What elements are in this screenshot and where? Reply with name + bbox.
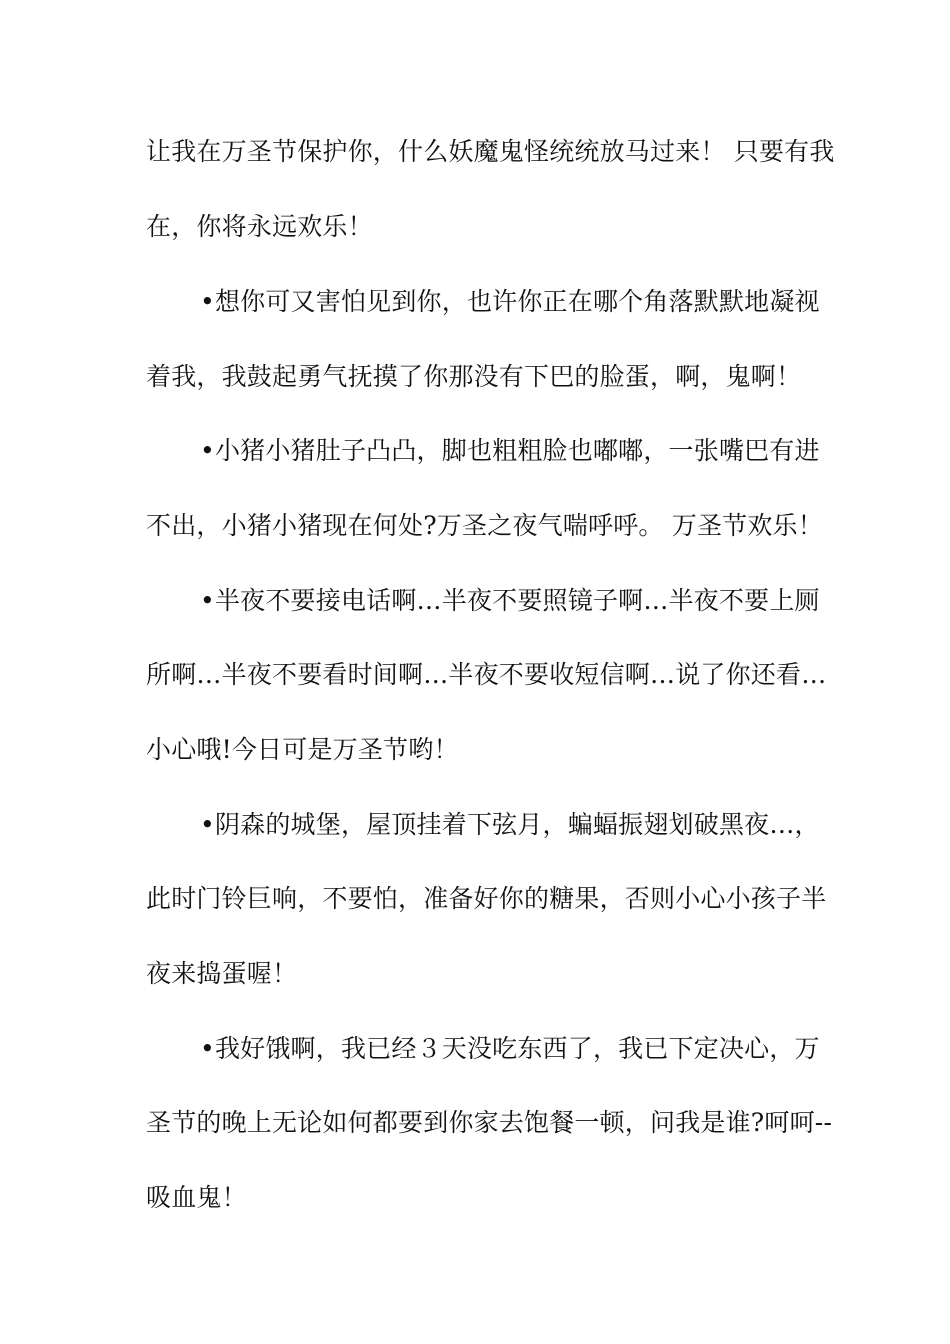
bullet-paragraph-3-line-1: •半夜不要接电话啊…半夜不要照镜子啊…半夜不要上厕 bbox=[200, 586, 820, 615]
bullet-paragraph-4-line-2: 此时门铃巨响，不要怕，准备好你的糖果，否则小心小孩子半 bbox=[146, 884, 827, 913]
bullet-paragraph-2-line-1: •小猪小猪肚子凸凸，脚也粗粗脸也嘟嘟，一张嘴巴有进 bbox=[200, 436, 820, 465]
bullet-paragraph-5-line-1: •我好饿啊，我已经３天没吃东西了，我已下定决心，万 bbox=[200, 1034, 820, 1063]
bullet-paragraph-3-line-3: 小心哦!今日可是万圣节哟！ bbox=[146, 735, 459, 764]
bullet-paragraph-5-line-2: 圣节的晚上无论如何都要到你家去饱餐一顿，问我是谁?呵呵-- bbox=[146, 1108, 833, 1137]
bullet-paragraph-5-line-3: 吸血鬼！ bbox=[146, 1183, 247, 1212]
bullet-paragraph-2-line-2: 不出，小猪小猪现在何处?万圣之夜气喘呼呼。 万圣节欢乐！ bbox=[146, 511, 823, 540]
bullet-paragraph-1-line-2: 着我，我鼓起勇气抚摸了你那没有下巴的脸蛋，啊，鬼啊！ bbox=[146, 362, 802, 391]
text-line-1: 让我在万圣节保护你，什么妖魔鬼怪统统放马过来！ 只要有我 bbox=[146, 137, 835, 166]
bullet-paragraph-4-line-3: 夜来捣蛋喔！ bbox=[146, 959, 298, 988]
bullet-paragraph-3-line-2: 所啊…半夜不要看时间啊…半夜不要收短信啊…说了你还看… bbox=[146, 660, 827, 689]
bullet-paragraph-1-line-1: •想你可又害怕见到你，也许你正在哪个角落默默地凝视 bbox=[200, 287, 820, 316]
bullet-paragraph-4-line-1: •阴森的城堡，屋顶挂着下弦月，蝙蝠振翅划破黑夜…， bbox=[200, 810, 820, 839]
text-line-2: 在，你将永远欢乐！ bbox=[146, 212, 373, 241]
